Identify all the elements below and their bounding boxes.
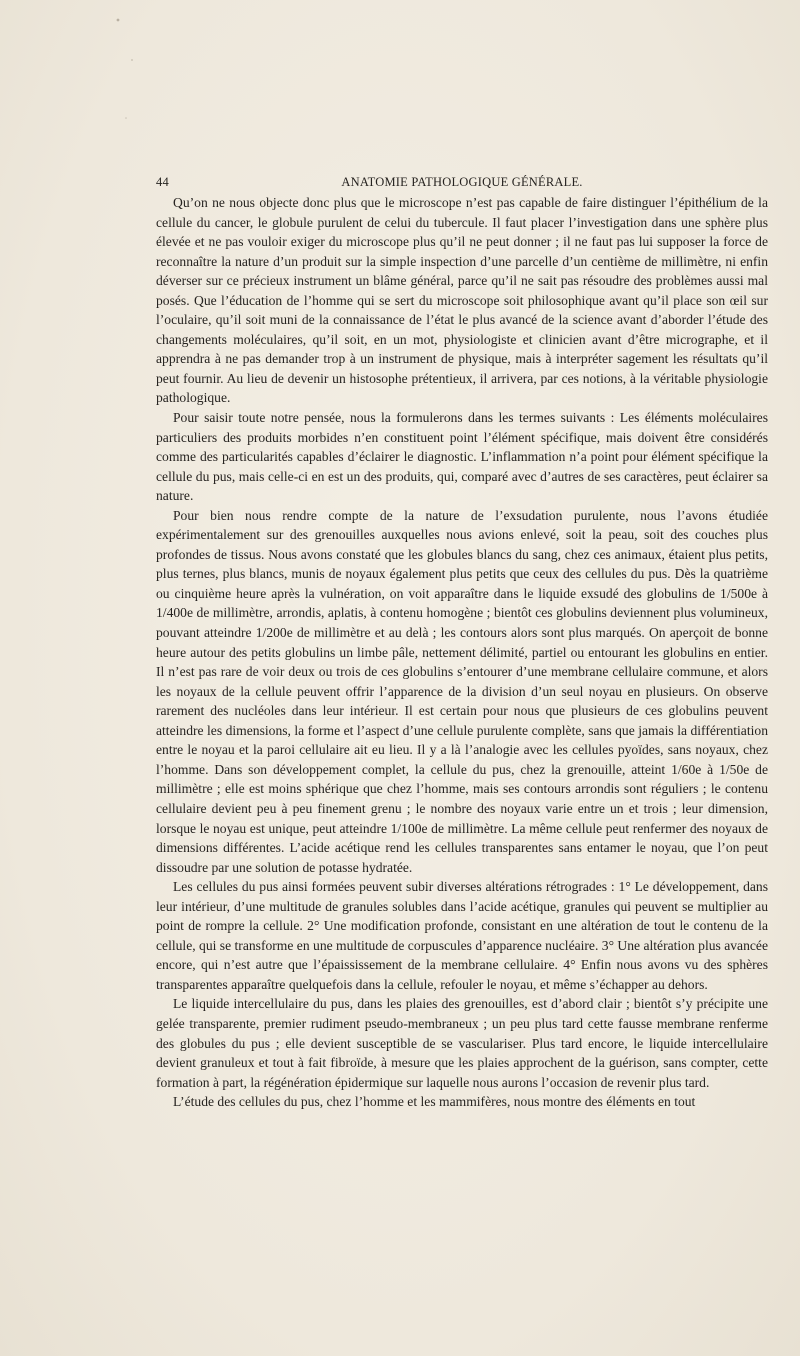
paragraph-5: Le liquide intercellulaire du pus, dans les plaies des grenouilles, est d’abord clair ; bientôt s’y précipite une gelée transparente, premier rudiment pseudo-membraneux ; un peu plus tard cette fausse membrane renferme des globules du pus ; elle devient susceptible de se vasculariser. Plus tard encore, le liquide intercellulaire devient granuleux et tout à fait fibroïde, à mesure que les plaies approchent de la guérison, sans compter, cette formation à part, la régénération épidermique sur laquelle nous aurons l’occasion de revenir plus tard. — [156, 996, 768, 1090]
paragraph-4: Les cellules du pus ainsi formées peuvent subir diverses altérations rétrogrades : 1° Le développement, dans leur intérieur, d’une multitude de granules solubles dans l’acide acétique, granules qui peuvent se multiplier au point de rompre la cellule. 2° Une modification profonde, consistant en une altération de tout le contenu de la cellule, qui se transforme en une multitude de corpuscules d’apparence nucléaire. 3° Une altération plus avancée encore, qui n’est autre que l’épaississement de la membrane cellulaire. 4° Enfin nous avons vu des sphères transparentes apparaître quelquefois dans la cellule, refouler le noyau, et même s’échapper au dehors. — [156, 879, 768, 992]
running-title: ANATOMIE PATHOLOGIQUE GÉNÉRALE. — [341, 175, 583, 189]
paper-specks — [0, 0, 800, 160]
paragraph-1: Qu’on ne nous objecte donc plus que le microscope n’est pas capable de faire distinguer l’épithélium de la cellule du cancer, le globule purulent de celui du tubercule. Il faut placer l’investigation dans une sphère plus élevée et ne pas vouloir exiger du microscope plus qu’il ne peut donner ; il ne faut pas lui supposer la force de reconnaître la nature d’un produit sur la simple inspection d’une parcelle d’un centième de millimètre, ni enfin déverser sur ce précieux instrument un blâme général, parce qu’il ne sait pas résoudre des problèmes aussi mal posés. Que l’éducation de l’homme qui se sert du microscope soit philosophique avant qu’il place son œil sur l’oculaire, qu’il soit muni de la connaissance de l’état le plus avancé de la science avant d’aborder l’étude des changements moléculaires, qu’il soit, en un mot, physiologiste et clinicien avant d’être micrographe, et il apprendra à ne pas demander trop à un instrument de physique, mais à interpréter sagement les résultats qu’il peut fournir. Au lieu de devenir un histosophe prétentieux, il arrivera, par ces notions, à la véritable physiologie pathologique. — [156, 195, 768, 406]
body-text — [156, 193, 768, 1112]
paragraph-2: Pour saisir toute notre pensée, nous la formulerons dans les termes suivants : Les éléments moléculaires particuliers des produits morbides n’en constituent point l’élément spécifique, mais doivent être considérés comme des particularités capables d’éclairer le diagnostic. L’inflammation n’a point pour élément spécifique la cellule du pus, mais celle-ci en est un des produits, qui, comparé avec d’autres de ses caractères, peut éclairer sa nature. — [156, 410, 768, 504]
paragraph-6: L’étude des cellules du pus, chez l’homme et les mammifères, nous montre des éléments en tout — [173, 1094, 696, 1110]
page-number: 44 — [156, 175, 169, 189]
running-header — [156, 173, 768, 191]
paragraph-3: Pour bien nous rendre compte de la nature de l’exsudation purulente, nous l’avons étudiée expérimentalement sur des grenouilles auxquelles nous avions enlevé, soit la peau, soit des couches plus profondes de tissus. Nous avons constaté que les globules blancs du sang, chez ces animaux, étaient plus petits, plus ternes, plus blancs, munis de noyaux également plus petits que ceux des cellules du pus. Dès la quatrième ou cinquième heure après la vulnération, on voit apparaître dans le liquide exsudé des globulins de 1/500e à 1/400e de millimètre, arrondis, aplatis, à contenu homogène ; bientôt ces globulins deviennent plus volumineux, pouvant atteindre 1/200e de millimètre et au delà ; les contours alors sont plus marqués. On aperçoit de bonne heure autour des petits globulins un limbe pâle, nettement délimité, partiel ou entourant les globulins en entier. Il n’est pas rare de voir deux ou trois de ces globulins s’entourer d’une membrane cellulaire commune, et alors les noyaux de la cellule peuvent offrir l’apparence de la division d’un seul noyau en plusieurs. On observe rarement des nucléoles dans leur intérieur. Il est certain pour nous que plusieurs de ces globulins peuvent atteindre les dimensions, la forme et l’aspect d’une cellule purulente complète, sans que jamais la différentiation entre le noyau et la paroi cellulaire ait eu lieu. Il y a là l’analogie avec les cellules pyoïdes, sans noyaux, chez l’homme. Dans son développement complet, la cellule du pus, chez la grenouille, atteint 1/60e à 1/50e de millimètre ; elle est moins sphérique que chez l’homme, mais ses contours arrondis sont réguliers ; le contenu cellulaire devient peu à peu finement grenu ; le nombre des noyaux varie entre un et trois ; leur dimension, lorsque le noyau est unique, peut atteindre 1/100e de millimètre. La même cellule peut renfermer des noyaux de dimensions différentes. L’acide acétique rend les cellules transparentes sans entamer le noyau, que l’on peut dissoudre par une solution de potasse hydratée. — [156, 507, 768, 875]
